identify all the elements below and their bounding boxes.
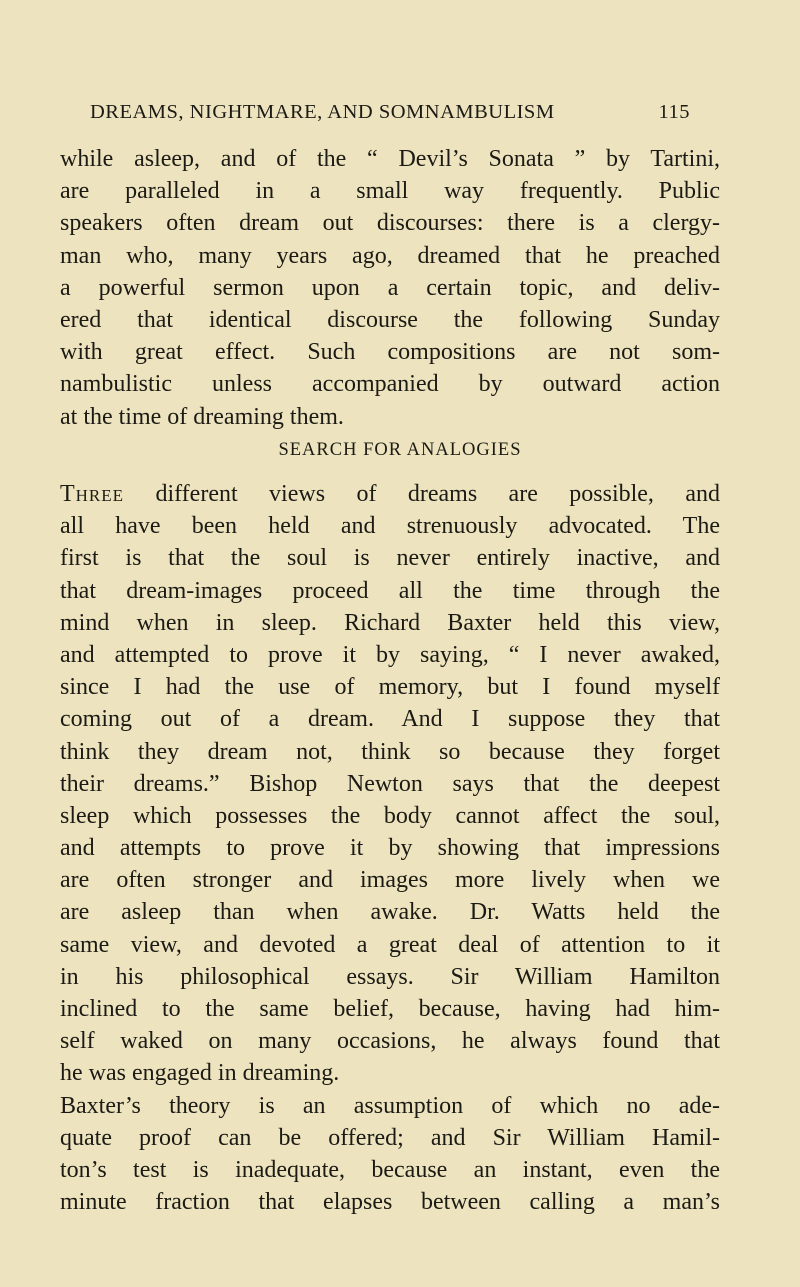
- text-line: minute fraction that elapses between calling a man’s: [60, 1189, 720, 1216]
- text-line: are often stronger and images more lively when we: [60, 867, 720, 894]
- text-line: think they dream not, think so because they forget: [60, 738, 720, 765]
- text-line: mind when in sleep. Richard Baxter held this view,: [60, 609, 720, 636]
- text-line: same view, and devoted a great deal of attention to it: [60, 931, 720, 958]
- text-line: a powerful sermon upon a certain topic, and deliv-: [60, 274, 720, 301]
- text-line: he was engaged in dreaming.: [60, 1060, 340, 1087]
- text-line: and attempts to prove it by showing that impressions: [60, 835, 720, 862]
- section-heading: SEARCH FOR ANALOGIES: [278, 440, 522, 460]
- text-line: quate proof can be offered; and Sir William Hamil-: [60, 1124, 720, 1151]
- text-line: in his philosophical essays. Sir William Hamilton: [60, 963, 720, 990]
- text-line: sleep which possesses the body cannot affect the soul,: [60, 802, 720, 829]
- text-line: ered that identical discourse the following Sunday: [60, 306, 720, 333]
- text-line: all have been held and strenuously advocated. The: [60, 513, 720, 540]
- text-line: coming out of a dream. And I suppose they that: [60, 706, 720, 733]
- text-line: inclined to the same belief, because, having had him-: [60, 996, 720, 1022]
- text-line: speakers often dream out discourses: there is a clergy-: [60, 210, 720, 237]
- running-head-title: DREAMS, NIGHTMARE, AND SOMNAMBULISM: [90, 101, 555, 123]
- text-line: are asleep than when awake. Dr. Watts held the: [60, 899, 720, 926]
- page-number: 115: [658, 101, 690, 123]
- text-line-rest: different views of dreams are possible, and: [124, 481, 720, 507]
- text-line: nambulistic unless accompanied by outward action: [60, 371, 720, 398]
- paragraph-2: [60, 478, 720, 1218]
- text-line: ton’s test is inadequate, because an instant, even the: [60, 1156, 720, 1183]
- text-line-first: [60, 478, 720, 510]
- text-line: are paralleled in a small way frequently. Public: [60, 178, 720, 205]
- text-line: man who, many years ago, dreamed that he preached: [60, 242, 720, 269]
- text-line: first is that the soul is never entirely inactive, and: [60, 545, 720, 572]
- paragraph-1: [60, 143, 720, 433]
- running-head: [90, 101, 690, 135]
- paragraph-lead-word: Three: [60, 481, 125, 507]
- text-line: their dreams.” Bishop Newton says that the deepest: [60, 770, 720, 797]
- text-line: at the time of dreaming them.: [60, 403, 344, 430]
- text-line: and attempted to prove it by saying, “ I never awaked,: [60, 641, 720, 668]
- text-line: that dream-images proceed all the time through the: [60, 577, 720, 604]
- text-line: since I had the use of memory, but I found myself: [60, 674, 720, 701]
- text-line: while asleep, and of the “ Devil’s Sonata ” by Tartini,: [60, 146, 720, 172]
- text-line: Baxter’s theory is an assumption of which no ade-: [60, 1092, 720, 1119]
- text-line: with great effect. Such compositions are not som-: [60, 339, 720, 366]
- text-line: self waked on many occasions, he always found that: [60, 1028, 720, 1055]
